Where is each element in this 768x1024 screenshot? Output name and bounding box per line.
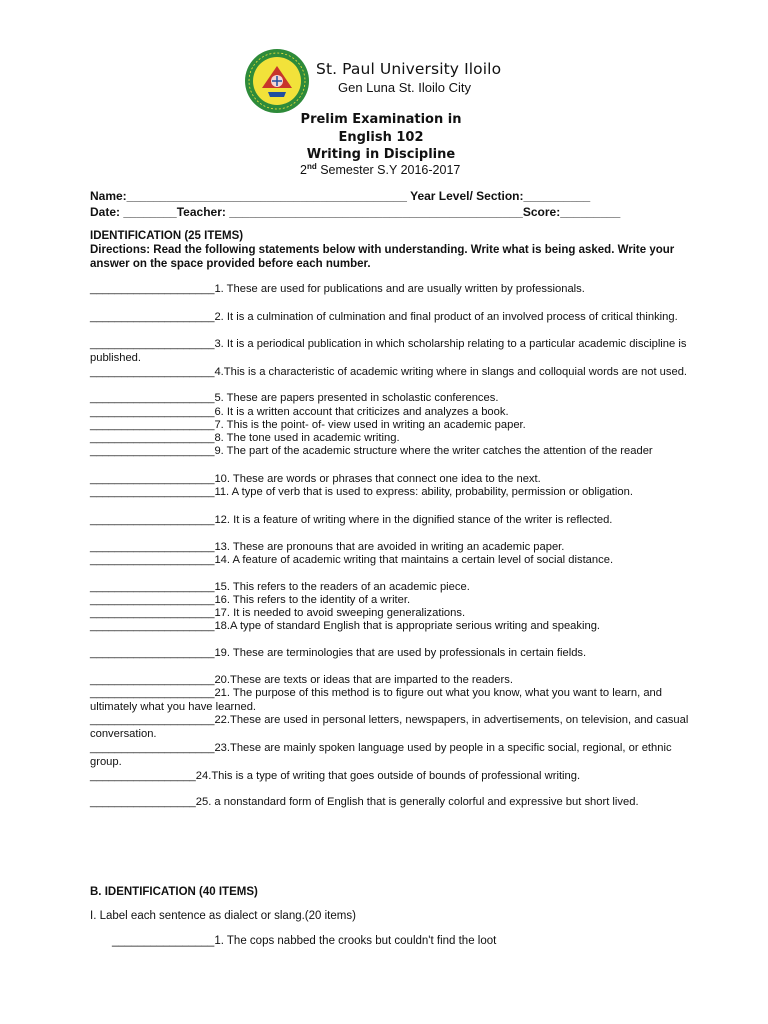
question-item: ____________________13. These are pronouns that are avoided in writing an academic paper. xyxy=(90,541,565,553)
exam-title: Prelim Examination in xyxy=(300,112,462,127)
question-item: ____________________7. This is the point- of- view used in writing an academic paper. xyxy=(90,419,526,431)
question-item: ____________________21. The purpose of this method is to figure out what you know, what you want to learn, and ultimately what you have learned. xyxy=(90,687,663,713)
question-item: ____________________6. It is a written account that criticizes and analyzes a book. xyxy=(90,406,509,418)
directions-text: Directions: Read the following statements below with understanding. Write what is being asked. Write your answer on the space provided before each number. xyxy=(90,244,675,270)
question-item: _________________24.This is a type of writing that goes outside of bounds of professional writing. xyxy=(90,770,581,782)
course-code: English 102 xyxy=(338,130,424,145)
question-item: ____________________1. These are used for publications and are usually written by professionals. xyxy=(90,283,585,295)
university-seal-logo xyxy=(244,48,310,114)
date-teacher-score-row: Date: ________Teacher: ____________________________________________Score:_________ xyxy=(90,205,621,219)
question-item: ____________________18.A type of standard English that is appropriate serious writing and speaking. xyxy=(90,620,601,632)
question-item: ____________________15. This refers to the readers of an academic piece. xyxy=(90,581,470,593)
school-name: St. Paul University Iloilo xyxy=(316,60,502,78)
question-item: ____________________12. It is a feature of writing where in the dignified stance of the writer is reflected. xyxy=(90,514,613,526)
question-item: ____________________16. This refers to the identity of a writer. xyxy=(90,594,411,606)
question-item: ____________________23.These are mainly spoken language used by people in a specific social, regional, or ethnic group. xyxy=(90,742,672,768)
school-address: Gen Luna St. Iloilo City xyxy=(338,80,471,95)
question-item: ____________________20.These are texts or ideas that are imparted to the readers. xyxy=(90,674,513,686)
section-b-item: ________________1. The cops nabbed the crooks but couldn't find the loot xyxy=(112,935,497,947)
section-b-instruction: I. Label each sentence as dialect or slang.(20 items) xyxy=(90,910,356,922)
question-item: ____________________2. It is a culmination of culmination and final product of an involved process of critical thinking. xyxy=(90,311,678,323)
question-item: ____________________14. A feature of academic writing that maintains a certain level of social distance. xyxy=(90,554,614,566)
question-item: ____________________17. It is needed to avoid sweeping generalizations. xyxy=(90,607,466,619)
name-section-field-row: Name:__________________________________________ Year Level/ Section:__________ xyxy=(90,189,591,203)
question-item: _________________25. a nonstandard form of English that is generally colorful and expressive but short lived. xyxy=(90,796,639,808)
question-item: ____________________22.These are used in personal letters, newspapers, in advertisements, on television, and casual conversation. xyxy=(90,714,689,740)
question-item: ____________________4.This is a characteristic of academic writing where in slangs and colloquial words are not used. xyxy=(90,366,688,378)
semester-line: 2nd Semester S.Y 2016-2017 xyxy=(300,162,461,177)
question-item: ____________________11. A type of verb that is used to express: ability, probability, permission or obligation. xyxy=(90,486,633,498)
question-item: ____________________5. These are papers presented in scholastic conferences. xyxy=(90,392,499,404)
question-item: ____________________19. These are terminologies that are used by professionals in certain fields. xyxy=(90,647,587,659)
question-item: ____________________9. The part of the academic structure where the writer catches the attention of the reader xyxy=(90,445,653,457)
section-a-heading: IDENTIFICATION (25 ITEMS) xyxy=(90,230,244,242)
question-item: ____________________3. It is a periodical publication in which scholarship relating to a particular academic discipline is published. xyxy=(90,338,687,364)
question-item: ____________________10. These are words or phrases that connect one idea to the next. xyxy=(90,473,541,485)
section-b-heading: B. IDENTIFICATION (40 ITEMS) xyxy=(90,886,258,898)
course-title: Writing in Discipline xyxy=(306,147,456,162)
question-item: ____________________8. The tone used in academic writing. xyxy=(90,432,400,444)
